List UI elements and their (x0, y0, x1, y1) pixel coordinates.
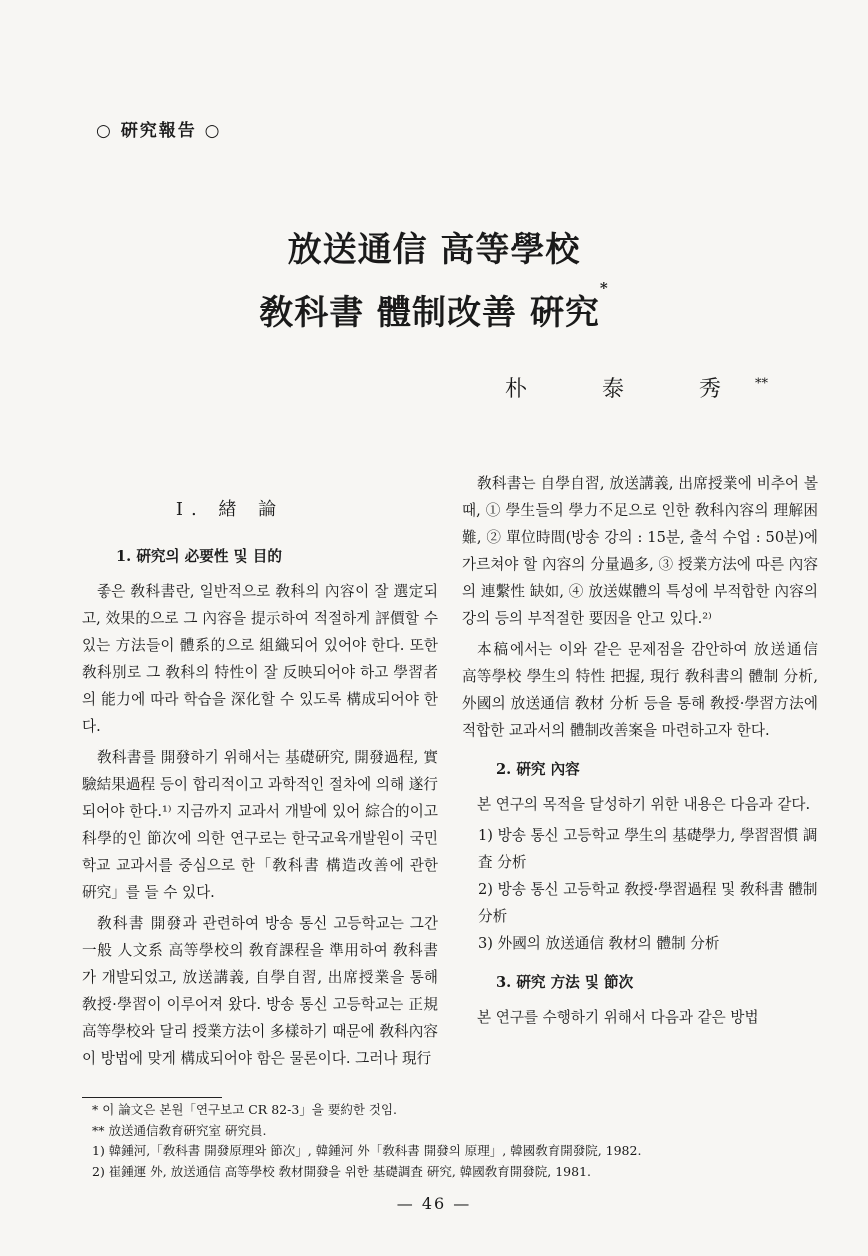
title-line-2 (0, 279, 868, 334)
page-number: — 46 — (396, 1194, 472, 1213)
left-column (82, 496, 438, 1076)
list-item: 2) 방송 통신 고등학교 敎授·學習過程 및 敎科書 體制 分析 (478, 881, 818, 925)
author-footnote-mark: ** (755, 376, 768, 392)
paragraph: 敎科書는 自學自習, 放送講義, 出席授業에 비추어 볼 때, ① 學生들의 學力不足으로 인한 敎科內容의 理解困難, ② 單位時間(방송 강의 : 15분, 출석 수업 : 50분)에 가르쳐야 할 內容의 分量過多, ③ 授業方法에 따른 內容의 連繫性 缺如, ④ 放送媒體의 특성에 부적합한 內容의 강의 등의 부적절한 要因을 안고 있다.²⁾ (462, 475, 818, 627)
paragraph: 敎科書를 開發하기 위해서는 基礎硏究, 開發過程, 實驗結果過程 등이 합리적이고 과학적인 절차에 의해 遂行되어야 한다.¹⁾ 지금까지 교과서 개발에 있어 綜合的이고 科學的인 節次에 의한 연구로는 한국교육개발원이 국민학교 교과서를 중심으로 한「敎科書 構造改善에 관한 硏究」를 들 수 있다. (82, 749, 438, 901)
report-label: ○ 硏究報告 ○ (96, 121, 222, 141)
paragraph: 본 연구의 목적을 달성하기 위한 내용은 다음과 같다. (477, 796, 811, 813)
author-name: 朴 泰 秀 (505, 377, 755, 402)
subsection-heading-3: 3. 硏究 方法 및 節次 (496, 974, 634, 991)
footnote: 2) 崔鍾運 外, 放送通信 高等學校 敎材開發을 위한 基礎調査 硏究, 韓國敎育開發院, 1981. (92, 1164, 591, 1179)
subsection-heading-1: 1. 硏究의 必要性 및 目的 (116, 548, 282, 565)
list-item: 1) 방송 통신 고등학교 學生의 基礎學力, 學習習慣 調査 分析 (478, 827, 818, 871)
paragraph: 敎科書 開發과 관련하여 방송 통신 고등학교는 그간 一般 人文系 高等學校의 敎育課程을 準用하여 敎科書가 개발되었고, 放送講義, 自學自習, 出席授業을 통해 敎授·學習이 이루어져 왔다. 방송 통신 고등학교는 正規高等學校와 달리 授業方法이 多樣하기 때문에 敎科內容이 방법에 맞게 構成되어야 함은 물론이다. 그러나 現行 (82, 915, 438, 1067)
footnote: * 이 論文은 본원「연구보고 CR 82-3」을 要約한 것임. (92, 1102, 397, 1117)
footnote-rule (82, 1097, 222, 1098)
footnote: 1) 韓鍾河,「敎科書 開發原理와 節次」, 韓鍾河 外「敎科書 開發의 原理」, 韓國敎育開發院, 1982. (92, 1143, 642, 1158)
title-footnote-mark: * (599, 279, 609, 297)
title-line-2-text: 敎科書 體制改善 硏究 (259, 293, 600, 333)
paragraph: 좋은 敎科書란, 일반적으로 敎科의 內容이 잘 選定되고, 效果的으로 그 內容을 提示하여 적절하게 評價할 수 있는 方法들이 體系的으로 組織되어 있어야 한다. 또한 敎科別로 그 敎科의 特性이 잘 反映되어야 하고 學習者의 能力에 따라 학습을 深化할 수 있도록 構成되어야 한다. (82, 583, 438, 735)
list-item: 3) 外國의 放送通信 敎材의 體制 分析 (478, 935, 720, 952)
subsection-heading-2: 2. 硏究 內容 (496, 761, 580, 778)
section-heading: Ⅰ. 緖 論 (175, 499, 285, 520)
author (505, 372, 768, 403)
footnote: ** 放送通信敎育硏究室 硏究員. (92, 1123, 267, 1138)
title-line-1 (0, 222, 868, 271)
paragraph: 본 연구를 수행하기 위해서 다음과 같은 방법 (477, 1009, 759, 1026)
title-line-1-text: 放送通信 高等學校 (287, 230, 581, 270)
paragraph: 本稿에서는 이와 같은 문제점을 감안하여 放送通信 高等學校 學生의 特性 把握, 現行 敎科書의 體制 分析, 外國의 放送通信 敎材 分析 등을 통해 敎授·學習方法에 적합한 교과서의 體制改善案을 마련하고자 한다. (462, 641, 818, 739)
right-column (462, 470, 818, 1035)
